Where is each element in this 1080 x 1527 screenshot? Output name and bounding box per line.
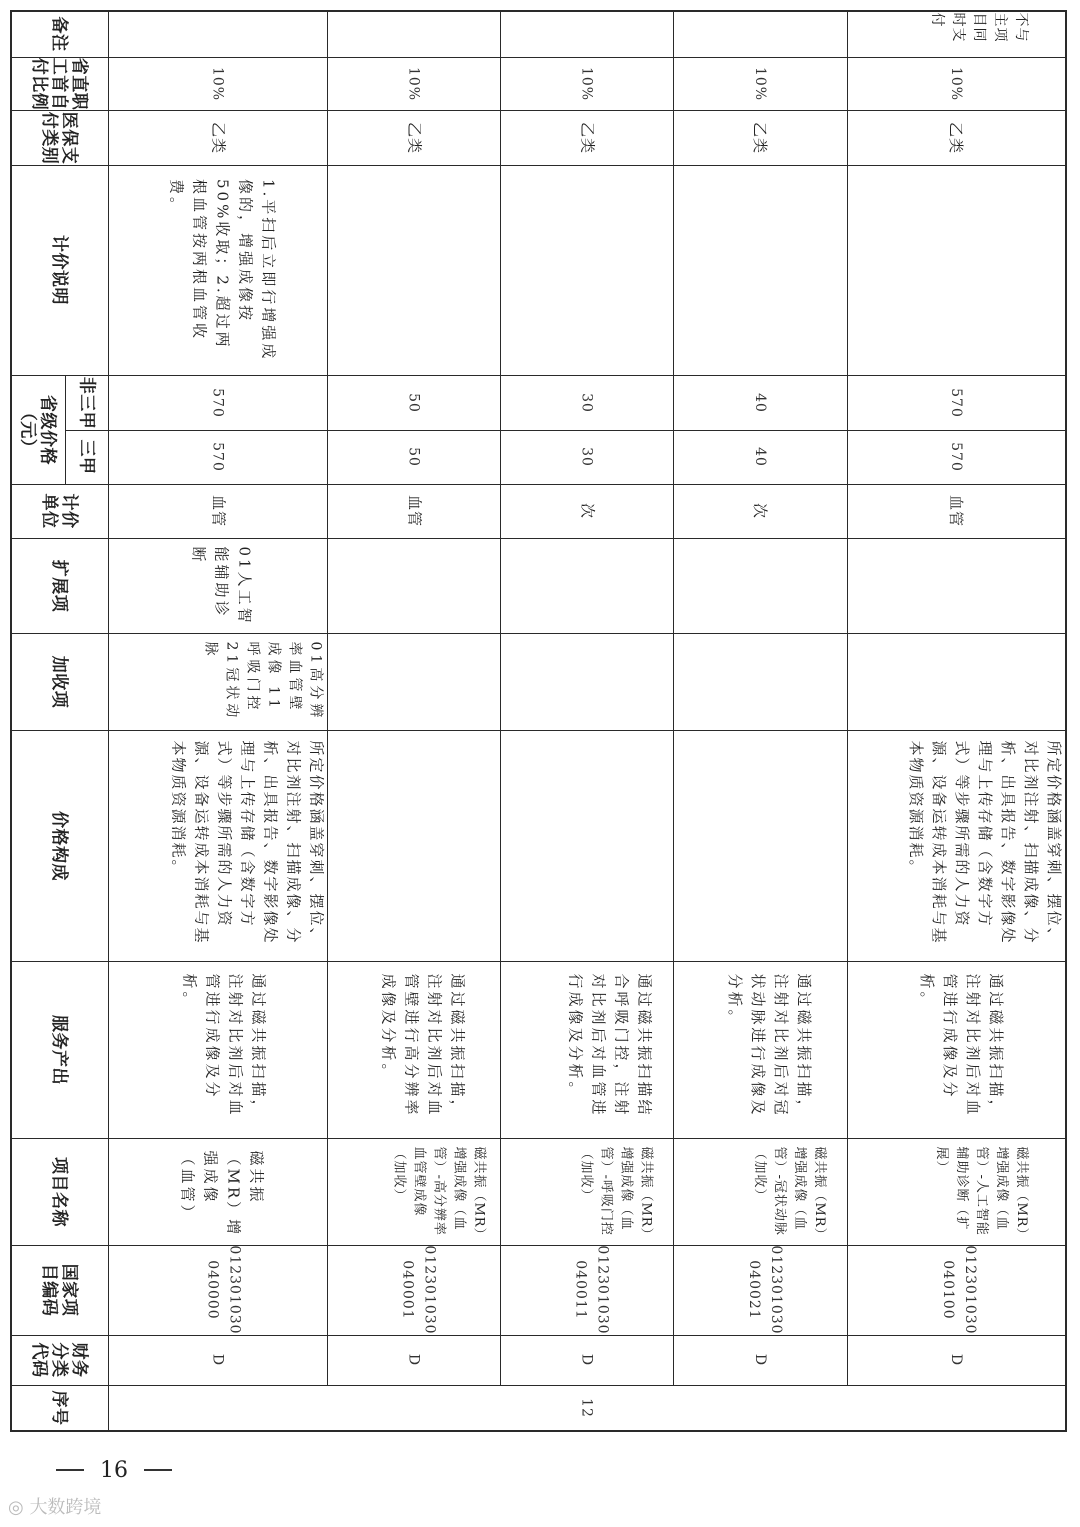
ins-type-value: 乙类	[947, 121, 966, 154]
header-service-label: 服务产出	[49, 1014, 69, 1085]
nat-code-cell	[108, 1245, 327, 1335]
nat-code-text: 012301030040011	[572, 1245, 610, 1335]
tier2-price: 30	[578, 392, 595, 413]
fin-code-value: D	[948, 1353, 964, 1367]
ratio-value: 10%	[948, 66, 964, 101]
nat-code-text: 012301030040001	[399, 1245, 437, 1335]
price-comp-cell	[847, 730, 1065, 961]
fin-code-cell	[108, 1335, 327, 1385]
header-pricing-note	[10, 165, 108, 375]
seq-cell	[500, 1385, 673, 1430]
header-prov-price-label: 省级价格（元）	[17, 394, 58, 465]
ins-type-value: 乙类	[751, 121, 770, 154]
nat-code-text: 012301030040100	[940, 1245, 978, 1335]
nat-code-text: 012301030040021	[746, 1245, 784, 1335]
ratio-cell	[847, 57, 1065, 110]
tier2-price-cell	[500, 375, 673, 430]
unit-cell	[327, 484, 500, 538]
pricing-note-text: 1.平扫后立即行增强成像的，增强成像按50%收取；2.超过两根血管按两根血管收费。	[167, 179, 277, 362]
header-tier2	[65, 375, 108, 430]
header-service	[10, 961, 108, 1138]
unit-value: 血管	[947, 494, 966, 527]
footer-dash-left	[56, 1469, 84, 1471]
tier1-price: 30	[578, 447, 595, 467]
header-fin-code	[10, 1335, 108, 1385]
price-comp-text: 所定价格涵盖穿刺、摆位、对比剂注射、扫描成像、分析、出具报告、数字影像处理与上传存储（含数字方式）等步骤所需的人力资源、设备运转成本消耗与基本物质资源消耗。	[169, 740, 325, 945]
tier2-price-cell	[108, 375, 327, 430]
header-ins-type	[10, 110, 108, 165]
tier2-price-cell	[847, 375, 1065, 430]
tier2-price: 40	[752, 392, 768, 413]
ratio-value: 10%	[752, 66, 768, 101]
ratio-cell	[500, 57, 673, 110]
ins-type-value: 乙类	[578, 121, 596, 154]
ins-type-cell	[108, 110, 327, 165]
ratio-cell	[108, 57, 327, 110]
tier2-price-cell	[327, 375, 500, 430]
tier2-price: 570	[948, 387, 964, 418]
ext-text: 01人工智能辅助诊断	[189, 546, 253, 626]
service-text: 通过磁共振扫描结合呼吸门控，注射对比剂后对血管进行成像及分析。	[566, 973, 653, 1118]
header-tier1-label: 三甲	[76, 439, 97, 475]
ratio-cell	[673, 57, 847, 110]
header-add-fee-label: 加收项	[49, 655, 69, 708]
name-text: 磁共振（MR）增强成像（血管）-呼吸门控（加收）	[578, 1146, 653, 1236]
name-text: 磁共振（MR）增强成像（血管）-高分辨率血管壁成像（加收）	[391, 1146, 486, 1236]
tier1-price: 40	[752, 447, 768, 467]
fin-code-value: D	[209, 1353, 226, 1367]
tier1-price-cell	[847, 430, 1065, 484]
name-cell	[327, 1138, 500, 1245]
name-cell	[108, 1138, 327, 1245]
header-fin-code-label: 财务分类代码	[29, 1342, 89, 1378]
table-row	[847, 10, 1065, 1386]
tier2-price-cell	[673, 375, 847, 430]
pricing-note-cell	[108, 165, 327, 375]
page-number: 16	[100, 1457, 128, 1483]
watermark	[8, 1493, 101, 1519]
ins-type-cell	[673, 110, 847, 165]
watermark-text: 大数跨境	[29, 1497, 102, 1518]
header-price-comp	[10, 730, 108, 961]
header-unit	[10, 484, 108, 538]
name-cell	[673, 1138, 847, 1245]
service-text: 通过磁共振扫描，注射对比剂后对血管壁进行高分辨率成像及分析。	[379, 973, 466, 1118]
service-text: 通过磁共振扫描，注射对比剂后对血管进行成像及分析。	[180, 973, 267, 1118]
watermark-icon: ◎	[8, 1497, 30, 1518]
name-cell	[847, 1138, 1065, 1245]
tier2-price: 50	[405, 392, 422, 413]
tier1-price: 50	[405, 447, 422, 467]
header-ratio-label: 省直职工首自付比例	[29, 57, 89, 110]
header-ins-type-label: 医保支付类别	[39, 111, 79, 164]
ins-type-value: 乙类	[209, 121, 227, 154]
ratio-cell	[327, 57, 500, 110]
service-text: 通过磁共振扫描，注射对比剂后对冠状动脉进行成像及分析。	[726, 973, 813, 1118]
header-ext	[10, 538, 108, 633]
header-ext-label: 扩展项	[49, 559, 69, 612]
ratio-value: 10%	[405, 66, 422, 101]
service-cell	[673, 961, 847, 1138]
ins-type-cell	[847, 110, 1065, 165]
ins-type-cell	[500, 110, 673, 165]
unit-value: 血管	[405, 494, 423, 527]
table-row	[500, 10, 673, 1418]
header-ratio	[10, 57, 108, 110]
unit-value: 次	[578, 502, 596, 519]
nat-code-cell	[847, 1245, 1065, 1335]
header-seq	[10, 1385, 108, 1430]
fin-code-cell	[327, 1335, 500, 1385]
header-seq-label: 序号	[49, 1390, 69, 1425]
tier1-price-cell	[108, 430, 327, 484]
header-nat-code-label: 国家项目编码	[39, 1263, 79, 1317]
tier1-price-cell	[500, 430, 673, 484]
service-text: 通过磁共振扫描，注射对比剂后对血管进行成像及分析。	[918, 973, 1005, 1118]
remark-text: 不与主项目同时支付	[929, 12, 1029, 42]
table-row	[673, 10, 847, 1386]
add-fee-cell	[108, 633, 327, 730]
service-cell	[327, 961, 500, 1138]
price-comp-cell	[108, 730, 327, 961]
service-cell	[500, 961, 673, 1138]
header-remark	[10, 10, 108, 57]
fin-code-value: D	[405, 1353, 422, 1367]
header-add-fee	[10, 633, 108, 730]
name-text: 磁共振（MR）增强成像（血管）-人工智能辅助诊断（扩展）	[934, 1146, 1029, 1236]
fin-code-cell	[847, 1335, 1065, 1385]
header-name-label: 项目名称	[49, 1156, 69, 1227]
nat-code-cell	[327, 1245, 500, 1335]
table-row	[327, 10, 500, 1386]
remark-cell	[108, 10, 327, 57]
name-text: 磁共振（MR）增强成像（血管）-冠状动脉（加收）	[752, 1146, 827, 1236]
ext-cell	[108, 538, 327, 633]
tier1-price-cell	[327, 430, 500, 484]
table-border-right	[1065, 10, 1067, 1432]
header-nat-code	[10, 1245, 108, 1335]
header-unit-label: 计价单位	[39, 493, 79, 529]
seq-value: 12	[578, 1397, 595, 1418]
add-fee-text: 01高分辨率血管壁成像 11呼吸门控 21冠状动脉	[202, 641, 323, 721]
tier1-price-cell	[673, 430, 847, 484]
table-row	[108, 10, 327, 1386]
header-name	[10, 1138, 108, 1245]
unit-value: 血管	[209, 494, 227, 527]
tier2-price: 570	[209, 387, 226, 418]
ratio-value: 10%	[209, 66, 226, 101]
footer-dash-right	[144, 1469, 172, 1471]
name-text: 磁共振（MR）增强成像（血管）	[178, 1150, 265, 1237]
ins-type-value: 乙类	[405, 121, 423, 154]
page-number-footer	[40, 1455, 200, 1485]
header-tier1	[65, 430, 108, 484]
unit-cell	[500, 484, 673, 538]
header-prov-price	[10, 375, 65, 484]
tier1-price: 570	[209, 442, 226, 472]
price-comp-text: 所定价格涵盖穿刺、摆位、对比剂注射、扫描成像、分析、出具报告、数字影像处理与上传存储（含数字方式）等步骤所需的人力资源、设备运转成本消耗与基本物质资源消耗。	[907, 740, 1063, 945]
tier1-price: 570	[948, 442, 964, 472]
unit-value: 次	[751, 502, 770, 519]
service-cell	[108, 961, 327, 1138]
header-price-comp-label: 价格构成	[49, 810, 69, 881]
name-cell	[500, 1138, 673, 1245]
unit-cell	[108, 484, 327, 538]
service-cell	[847, 961, 1065, 1138]
remark-cell	[847, 10, 1065, 57]
nat-code-cell	[500, 1245, 673, 1335]
fin-code-value: D	[578, 1353, 595, 1367]
header-tier2-label: 非三甲	[76, 376, 97, 429]
unit-cell	[673, 484, 847, 538]
header-pricing-note-label: 计价说明	[49, 235, 69, 305]
fin-code-cell	[500, 1335, 673, 1385]
unit-cell	[847, 484, 1065, 538]
ratio-value: 10%	[578, 66, 595, 101]
nat-code-cell	[673, 1245, 847, 1335]
ins-type-cell	[327, 110, 500, 165]
fin-code-cell	[673, 1335, 847, 1385]
fin-code-value: D	[752, 1353, 768, 1367]
nat-code-text: 012301030040000	[204, 1245, 242, 1335]
header-remark-label: 备注	[49, 16, 69, 51]
